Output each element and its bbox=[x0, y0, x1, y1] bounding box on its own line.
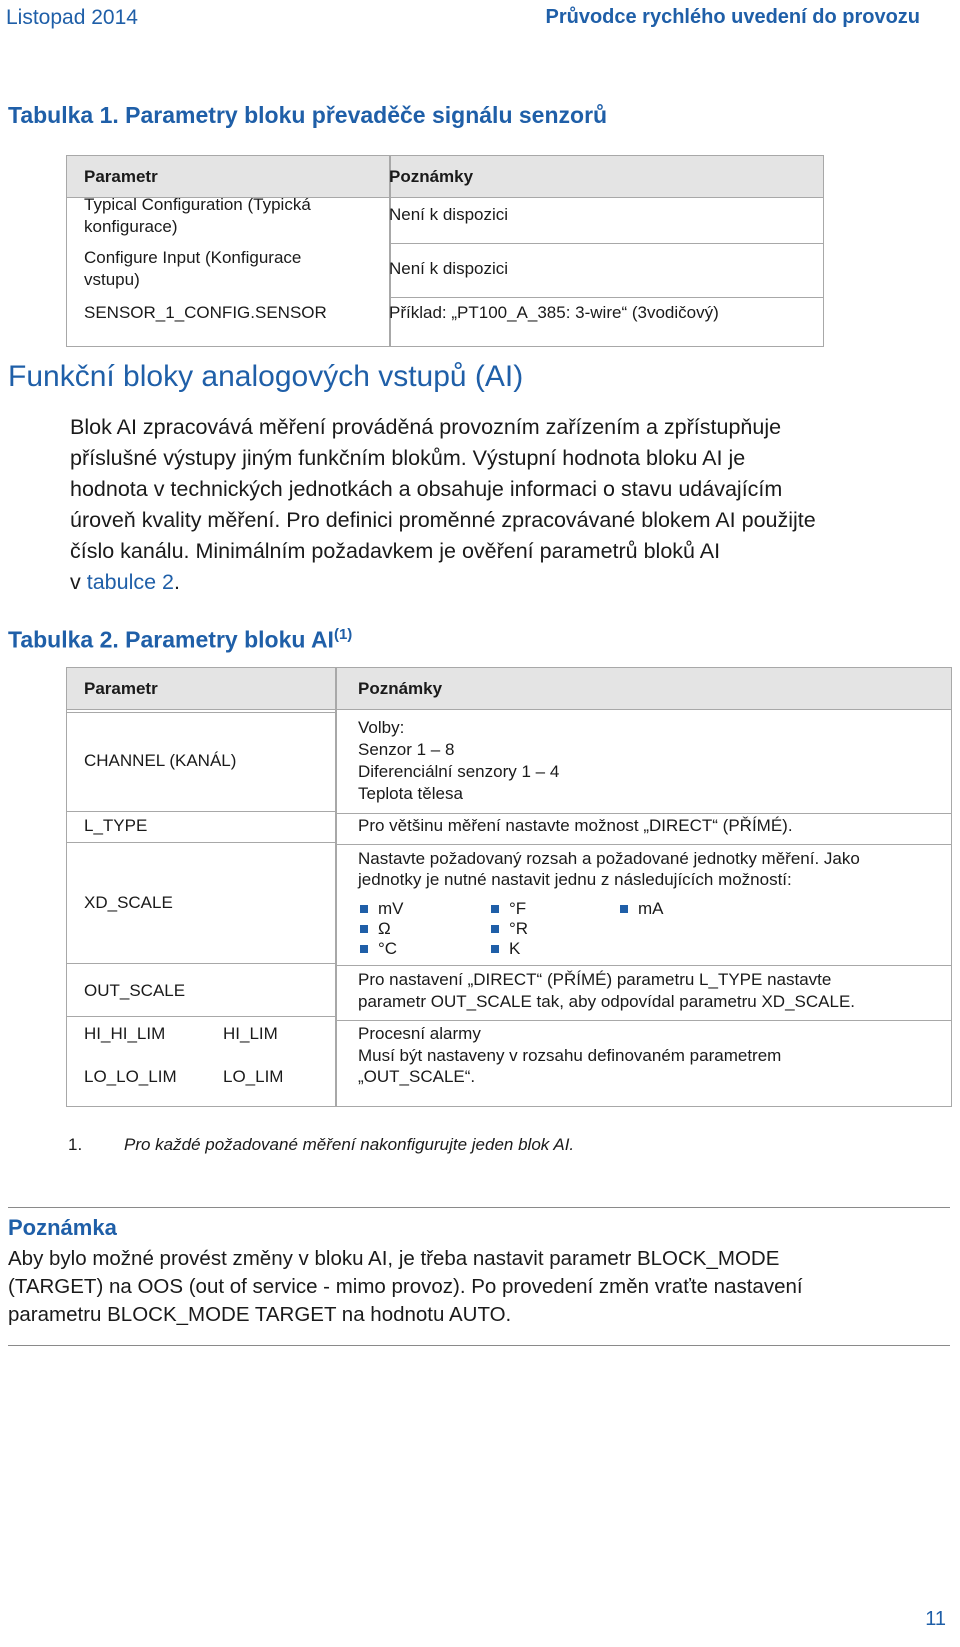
unit-option: °F bbox=[509, 899, 527, 918]
header-guide-title: Průvodce rychlého uvedení do provozu bbox=[545, 6, 920, 28]
table2-header-notes: Poznámky bbox=[358, 679, 443, 698]
table2-alarms-note: „OUT_SCALE“. bbox=[358, 1067, 476, 1086]
table2-channel-note: Senzor 1 – 8 bbox=[358, 740, 455, 759]
section-title: Funkční bloky analogových vstupů (AI) bbox=[8, 360, 524, 393]
table2-outscale-param: OUT_SCALE bbox=[84, 981, 186, 1000]
table2-outscale-note: parametr OUT_SCALE tak, aby odpovídal parametru XD_SCALE. bbox=[358, 992, 856, 1011]
note-title: Poznámka bbox=[8, 1215, 117, 1240]
table2-title-footnote-ref: (1) bbox=[333, 626, 353, 643]
table2-alarms-note: Procesní alarmy bbox=[358, 1024, 481, 1043]
bullet-icon bbox=[491, 925, 499, 933]
paragraph-line: příslušné výstupy jiným funkčním blokům. Výstupní hodnota bloku AI je bbox=[70, 446, 746, 470]
table2-xdscale-note: Nastavte požadovaný rozsah a požadované jednotky měření. Jako bbox=[358, 849, 860, 868]
table2-right-row-divider bbox=[337, 965, 951, 966]
table1-row3-notes: Příklad: „PT100_A_385: 3-wire“ (3vodičový) bbox=[389, 303, 719, 322]
paragraph-line: číslo kanálu. Minimálním požadavkem je ověření parametrů bloků AI bbox=[70, 539, 721, 563]
table2-title bbox=[8, 626, 352, 654]
bullet-icon bbox=[491, 905, 499, 913]
table2-xdscale-note: jednotky je nutné nastavit jednu z následujících možností: bbox=[358, 870, 792, 889]
table2-alarms-note: Musí být nastaveny v rozsahu definovaném parametrem bbox=[358, 1046, 782, 1065]
table2-lolim-param: LO_LIM bbox=[223, 1067, 284, 1086]
bullet-icon bbox=[620, 905, 628, 913]
paragraph-suffix: . bbox=[174, 570, 180, 594]
paragraph-line: úroveň kvality měření. Pro definici proměnné zpracovávané blokem AI použijte bbox=[70, 508, 816, 532]
table2-lololim-param: LO_LO_LIM bbox=[84, 1067, 177, 1086]
table1-row3-param: SENSOR_1_CONFIG.SENSOR bbox=[84, 303, 327, 322]
paragraph-line: hodnota v technických jednotkách a obsahuje informaci o stavu udávajícím bbox=[70, 477, 783, 501]
table2-channel-note: Diferenciální senzory 1 – 4 bbox=[358, 762, 560, 781]
table2-xdscale-param: XD_SCALE bbox=[84, 893, 173, 912]
table1-row2-param-line1: Configure Input (Konfigurace bbox=[84, 248, 302, 267]
table1-header-notes: Poznámky bbox=[389, 167, 474, 186]
table2-left-row-divider bbox=[67, 811, 335, 812]
table2-header-row bbox=[67, 668, 951, 710]
table2-column-divider bbox=[335, 668, 337, 1106]
bullet-icon bbox=[360, 945, 368, 953]
table2-ltype-note: Pro většinu měření nastavte možnost „DIRECT“ (PŘÍMÉ). bbox=[358, 816, 793, 835]
table2-left-row-divider bbox=[67, 712, 335, 713]
unit-option: mA bbox=[638, 899, 664, 918]
table2-hihilim-param: HI_HI_LIM bbox=[84, 1024, 166, 1043]
unit-option: °R bbox=[509, 919, 529, 938]
note-line: Aby bylo možné provést změny v bloku AI, je třeba nastavit parametr BLOCK_MODE bbox=[8, 1247, 780, 1270]
table2-reference-link[interactable]: tabulce 2 bbox=[86, 570, 174, 594]
bullet-icon bbox=[360, 925, 368, 933]
unit-option: Ω bbox=[378, 919, 391, 938]
table2-channel-param: CHANNEL (KANÁL) bbox=[84, 751, 237, 770]
table1-title: Tabulka 1. Parametry bloku převaděče signálu senzorů bbox=[8, 102, 608, 128]
table2-outscale-note: Pro nastavení „DIRECT“ (PŘÍMÉ) parametru L_TYPE nastavte bbox=[358, 970, 832, 989]
bullet-icon bbox=[491, 945, 499, 953]
table2-right-row-divider bbox=[337, 844, 951, 845]
table2-channel-note: Teplota tělesa bbox=[358, 784, 463, 803]
table2-right-row-divider bbox=[337, 1020, 951, 1021]
table1-row-divider bbox=[389, 243, 823, 244]
note-bottom-rule bbox=[8, 1345, 950, 1346]
table1-header-param: Parametr bbox=[84, 167, 158, 186]
table1 bbox=[66, 155, 824, 347]
note-text bbox=[8, 1245, 948, 1329]
unit-option: °C bbox=[378, 939, 398, 958]
paragraph-line-last bbox=[70, 567, 950, 598]
footnote-text: Pro každé požadované měření nakonfigurujte jeden blok AI. bbox=[124, 1135, 575, 1154]
table2-left-row-divider bbox=[67, 842, 335, 843]
table1-row1-notes: Není k dispozici bbox=[389, 205, 509, 224]
table1-row2-notes: Není k dispozici bbox=[389, 259, 509, 278]
table1-row1-param-line2: konfigurace) bbox=[84, 217, 178, 236]
table1-row1-param-line1: Typical Configuration (Typická bbox=[84, 195, 311, 214]
table2-ltype-param: L_TYPE bbox=[84, 816, 148, 835]
note-top-rule bbox=[8, 1207, 950, 1208]
unit-option: K bbox=[509, 939, 521, 958]
table2-title-text: Tabulka 2. Parametry bloku AI bbox=[8, 626, 334, 653]
note-line: parametru BLOCK_MODE TARGET na hodnotu AUTO. bbox=[8, 1303, 512, 1326]
page-number: 11 bbox=[925, 1608, 946, 1630]
table2-hilim-param: HI_LIM bbox=[223, 1024, 278, 1043]
unit-option: mV bbox=[378, 899, 404, 918]
table2-right-row-divider bbox=[337, 813, 951, 814]
bullet-icon bbox=[360, 905, 368, 913]
table2-channel-note: Volby: bbox=[358, 718, 405, 737]
table2-left-row-divider bbox=[67, 963, 335, 964]
table2-left-row-divider bbox=[67, 1016, 335, 1017]
table1-row-divider bbox=[389, 297, 823, 298]
footnote-number: 1. bbox=[68, 1135, 83, 1154]
table2 bbox=[66, 667, 952, 1107]
paragraph-line: Blok AI zpracovává měření prováděná provozním zařízením a zpřístupňuje bbox=[70, 415, 782, 439]
paragraph-prefix: v bbox=[70, 570, 87, 594]
table2-header-param: Parametr bbox=[84, 679, 158, 698]
table1-row2-param-line2: vstupu) bbox=[84, 270, 140, 289]
section-paragraph bbox=[70, 412, 950, 598]
header-date: Listopad 2014 bbox=[6, 6, 138, 29]
note-line: (TARGET) na OOS (out of service - mimo provoz). Po provedení změn vraťte nastavení bbox=[8, 1275, 803, 1298]
